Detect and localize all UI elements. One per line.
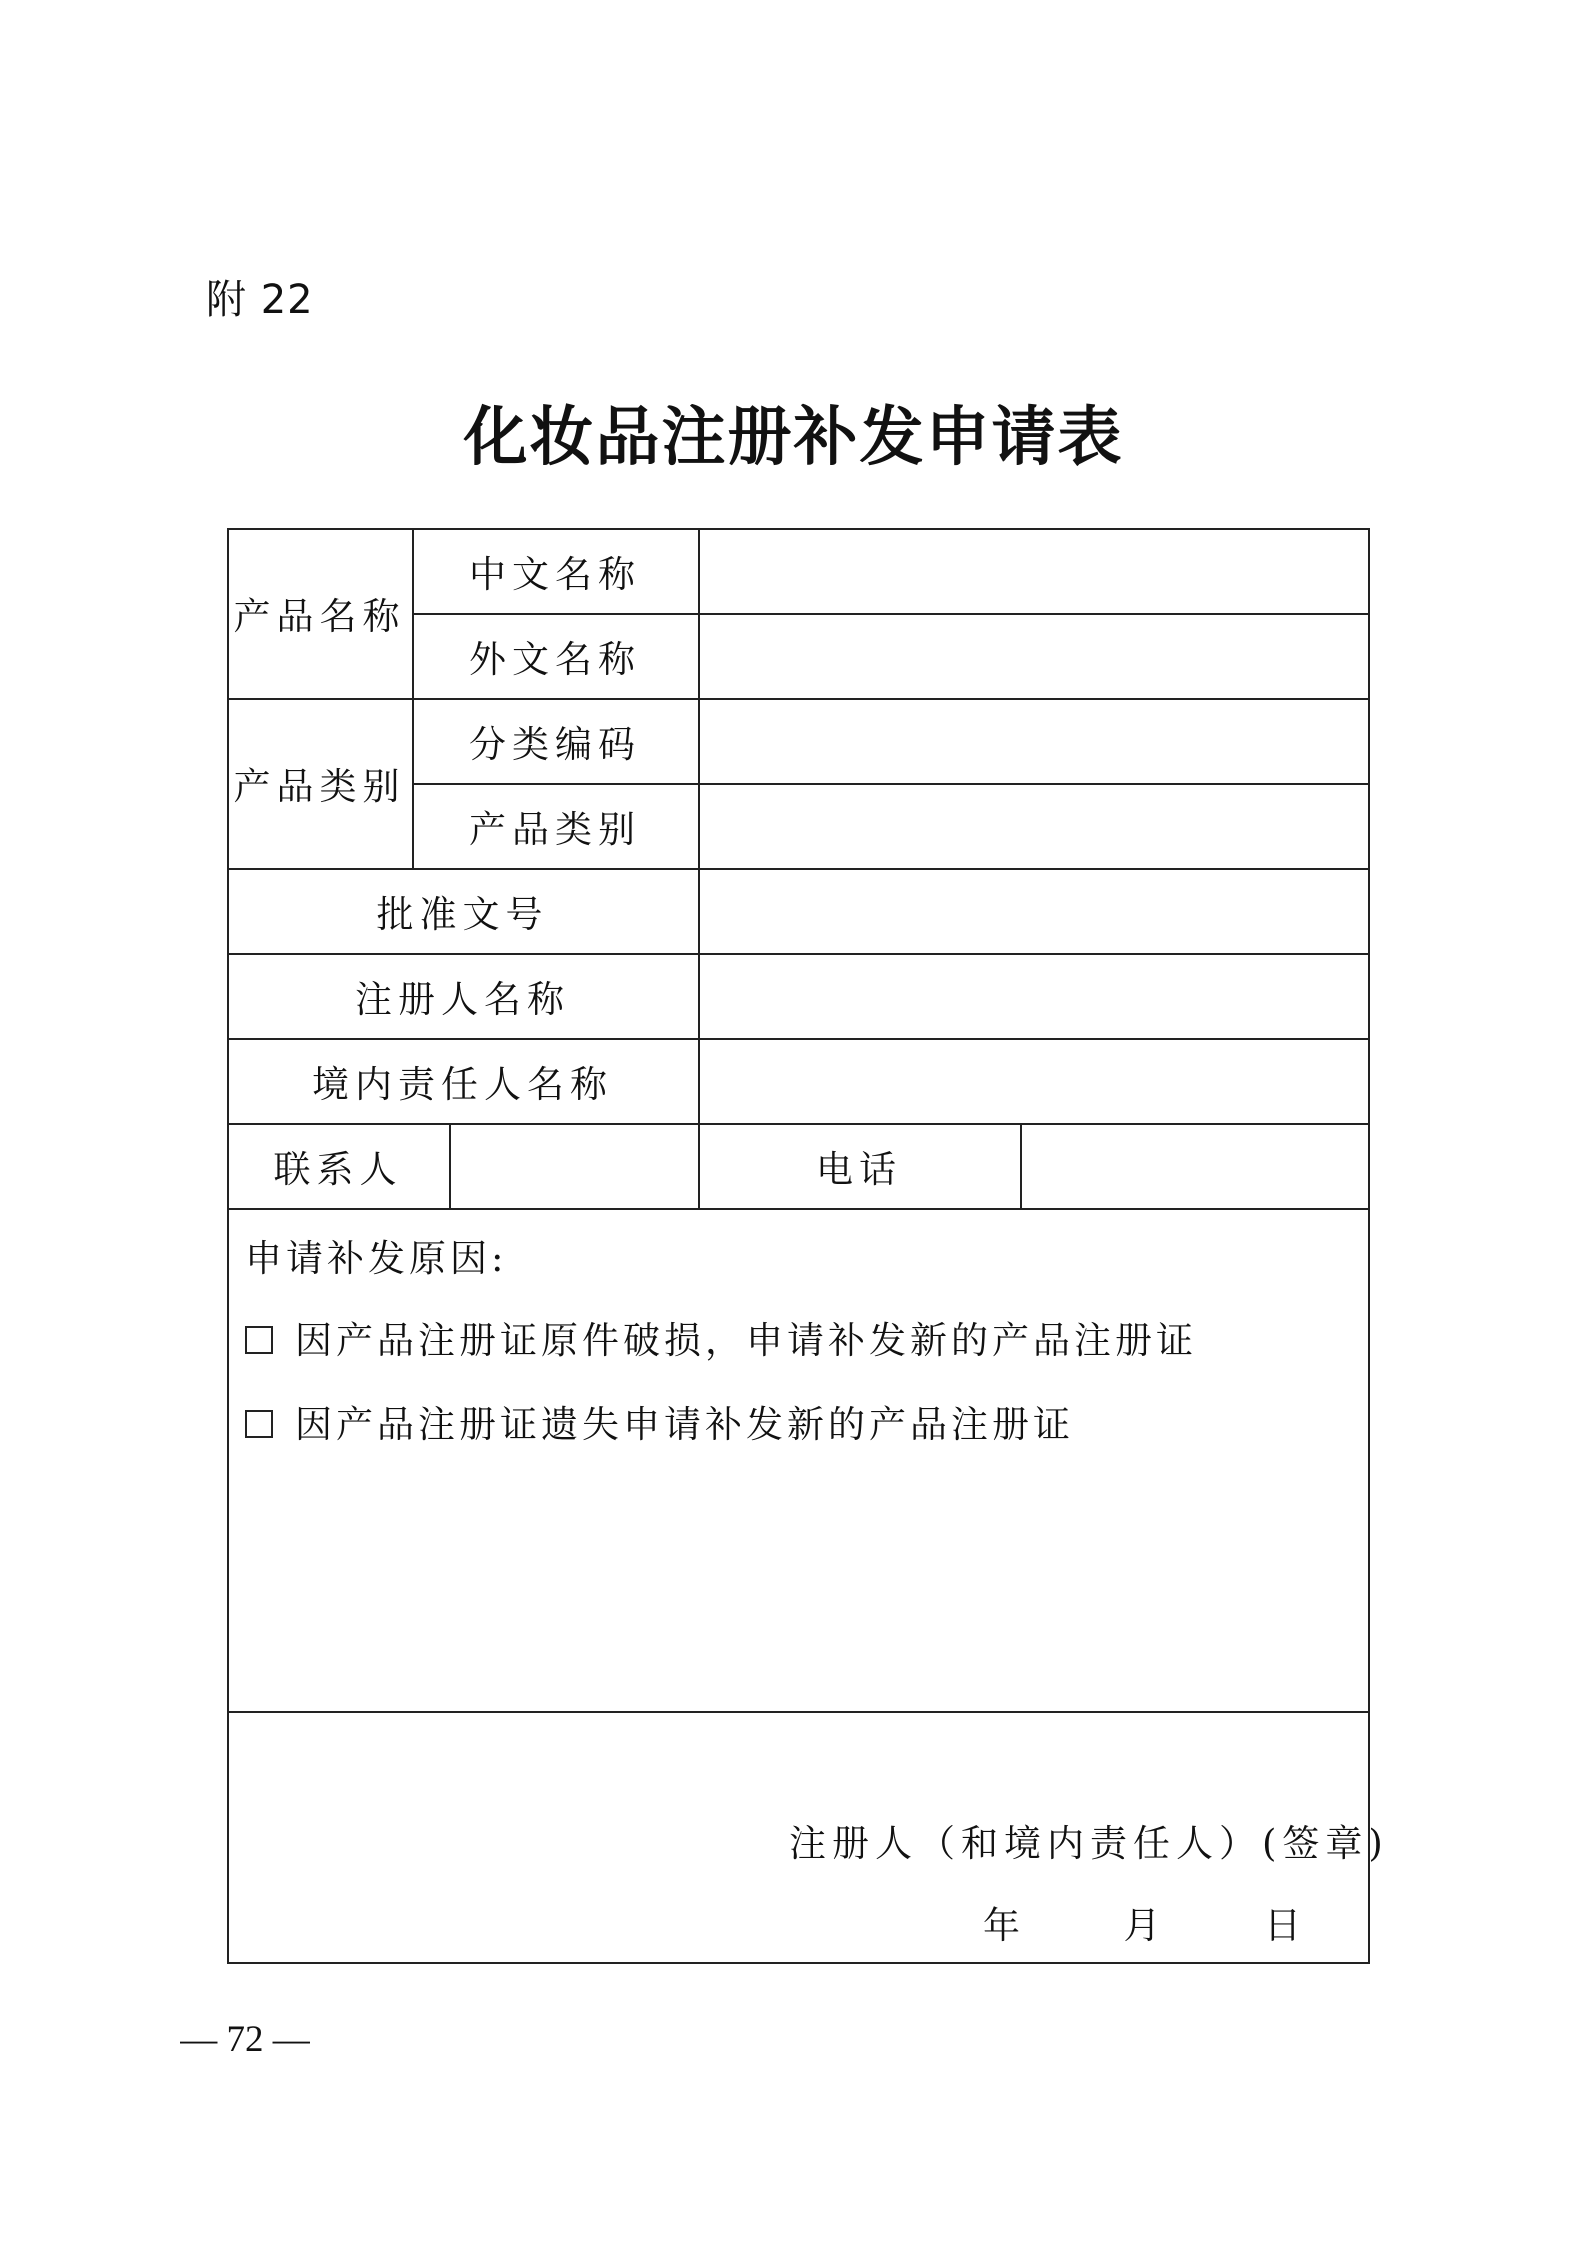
reason-option-lost-text: 因产品注册证遗失申请补发新的产品注册证 — [295, 1403, 1074, 1446]
signature-date — [983, 1895, 1307, 1949]
category-code-field[interactable] — [700, 700, 1368, 783]
approval-number-label: 批准文号 — [376, 892, 549, 936]
approval-number-field[interactable] — [700, 870, 1368, 953]
contact-person-label: 联系人 — [273, 1147, 403, 1191]
product-name-group-label: 产品名称 — [233, 595, 406, 638]
contact-person-field[interactable] — [451, 1125, 698, 1208]
domestic-agent-name-label: 境内责任人名称 — [312, 1062, 613, 1106]
attachment-label: 附 22 — [206, 277, 314, 323]
reason-option-lost — [245, 1394, 1074, 1448]
category-field[interactable] — [700, 785, 1368, 868]
page-number: — 72 — — [180, 2019, 310, 2060]
chinese-name-field[interactable] — [700, 530, 1368, 613]
form-title: 化妆品注册补发申请表 — [463, 401, 1124, 475]
table-rule — [227, 1208, 1370, 1210]
chinese-name-label: 中文名称 — [469, 552, 641, 596]
table-border-bottom — [227, 1962, 1370, 1964]
signature-label: 注册人（和境内责任人）(签章) — [789, 1822, 1389, 1865]
table-rule — [227, 1711, 1370, 1713]
product-category-group-label: 产品类别 — [233, 765, 406, 808]
phone-label: 电话 — [816, 1147, 902, 1191]
date-day-label: 日 — [1264, 1904, 1308, 1947]
reason-option-damaged — [245, 1310, 1197, 1364]
foreign-name-label: 外文名称 — [469, 637, 641, 681]
application-form — [227, 528, 1389, 1964]
date-month-label: 月 — [1123, 1904, 1167, 1947]
domestic-agent-name-field[interactable] — [700, 1040, 1368, 1123]
registrant-name-field[interactable] — [700, 955, 1368, 1038]
checkbox-lost[interactable] — [245, 1410, 273, 1438]
table-border-right — [1368, 528, 1370, 1964]
date-year-label: 年 — [983, 1904, 1026, 1947]
reason-option-damaged-text: 因产品注册证原件破损，申请补发新的产品注册证 — [295, 1319, 1197, 1362]
reason-label: 申请补发原因: — [245, 1237, 508, 1280]
foreign-name-field[interactable] — [700, 615, 1368, 698]
category-code-label: 分类编码 — [469, 722, 641, 766]
category-label: 产品类别 — [469, 807, 641, 851]
checkbox-damaged[interactable] — [245, 1326, 273, 1354]
registrant-name-label: 注册人名称 — [355, 977, 570, 1021]
phone-field[interactable] — [1022, 1125, 1368, 1208]
